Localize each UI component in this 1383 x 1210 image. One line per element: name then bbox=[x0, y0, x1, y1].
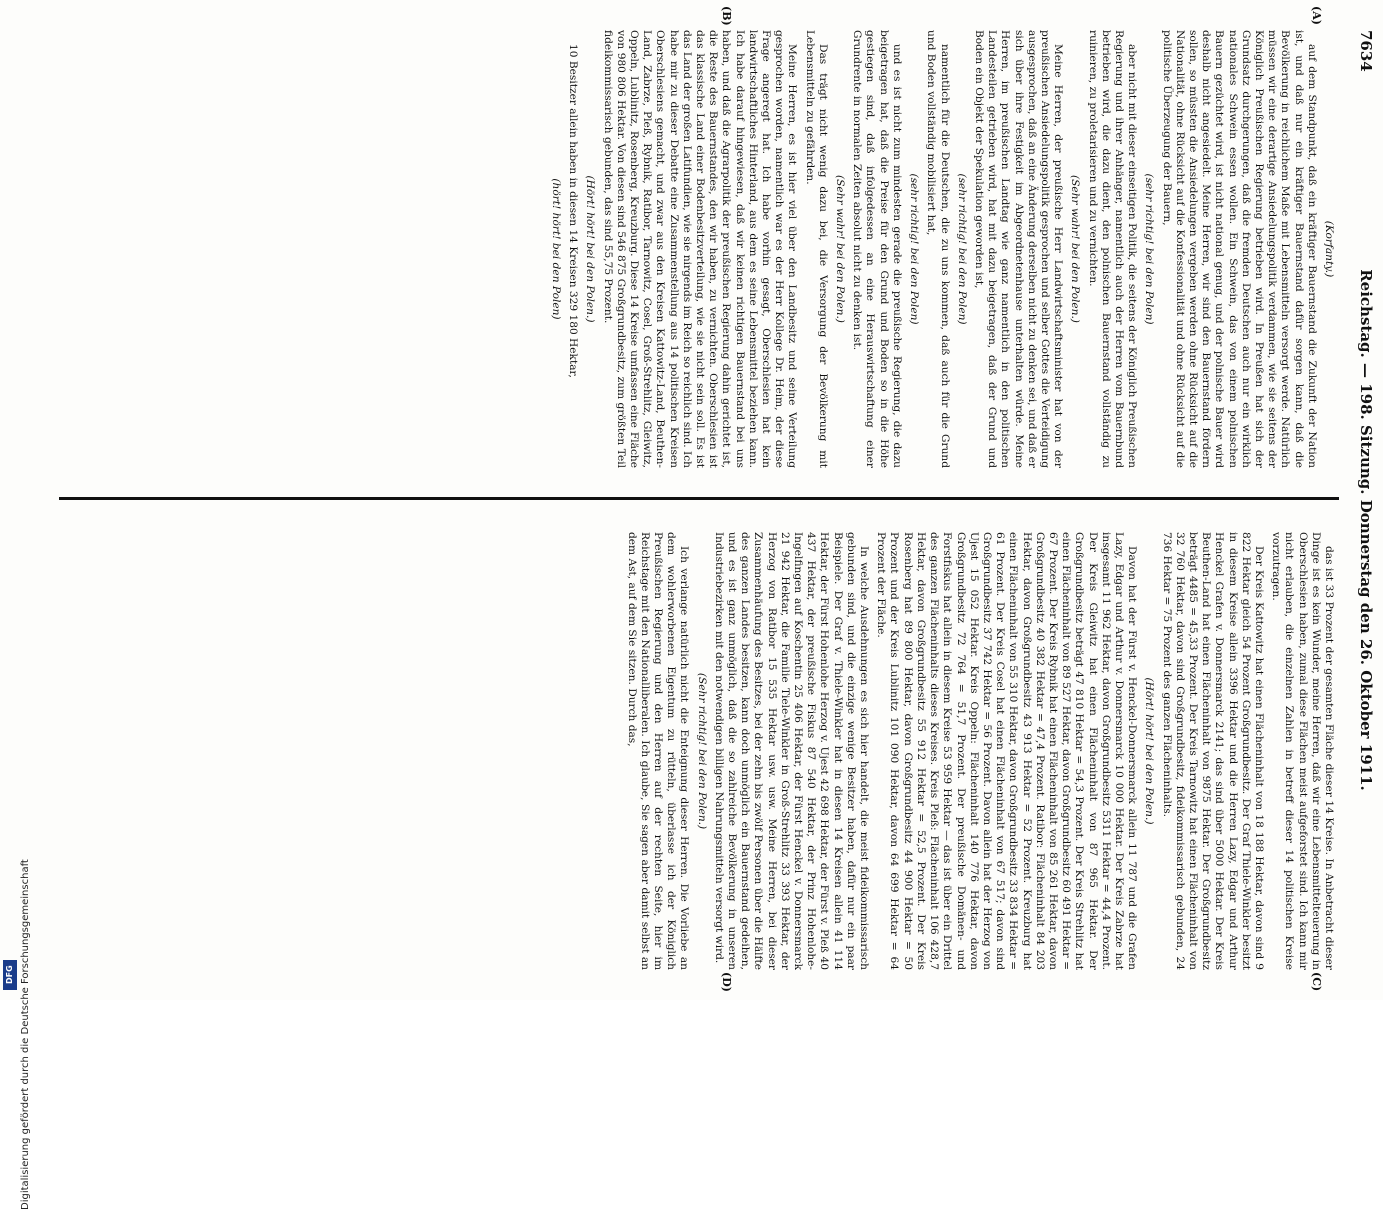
rotated-document bbox=[43, 0, 1383, 1000]
left-paragraph: (hört! hört! bei den Polen) bbox=[550, 178, 563, 320]
left-text-column bbox=[65, 30, 1335, 468]
left-paragraph: namentlich für die Deutschen, die zu uns kommen, daß auch für die Grund und Boden vollständig mobilisiert hat, bbox=[925, 30, 951, 468]
left-paragraph: (sehr richtig! bei den Polen) bbox=[908, 173, 921, 325]
margin-letter-a: (A) bbox=[1310, 6, 1323, 25]
left-paragraph: (Sehr wahr! bei den Polen.) bbox=[1069, 175, 1082, 323]
margin-letter-d: (D) bbox=[720, 972, 733, 992]
left-paragraph: und es ist nicht zum mindesten gerade die preußische Regierung, die dazu beigetragen hat, daß die Preise für den Grund und Boden so in die Höhe gestiegen sind, daß infolgedessen an eine Herauswirtschaftung einer Grundrente in normalen Zeiten absolut nicht zu denken ist. bbox=[851, 30, 903, 468]
left-paragraph: (Sehr wahr! bei den Polen.) bbox=[834, 175, 847, 323]
left-paragraph: aber nicht mit dieser einseitigen Politik, die seitens der Königlich Preußischen Regierung und ihrer Anhänger, namentlich auch der Herren vom Bauernbund betrieben wird, die dazu dient, den polnischen Bauernstand vollständig zu ruinieren, zu proletarisieren und zu vernichten. bbox=[1086, 30, 1139, 468]
left-paragraph: 10 Besitzer allein haben in diesen 14 Kreisen 329 180 Hektar, bbox=[567, 44, 580, 378]
right-paragraph: In welche Ausdehnungen es sich hier handelt, die meist fideikommissarisch gebunden sind, und die einzige wenige Besitzer haben, dafür nur ein paar Beispiele. Der Graf v. Thiele-Winkler hat in diesen 14 Kreisen allein 41 114 Hektar, der Fürst Hohenlohe Herzog v. Ujest 42 698 Hektar, der Fürst v. Pleß 40 437 Hektar, der preußische Fiskus 87 540 Hektar, der Prinz Hohenlohe-Ingelfingen auf Koschentin 25 406 Hektar, der Fürst Henckel v. Donnersmarck 21 942 Hektar, die Familie Tiele-Winkler in Groß-Strehlitz 33 393 Hektar, der Herzog von Ratibor 15 535 Hektar usw. usw. Meine Herren, bei dieser Zusammenhäufung des Besitzes, bei der zehn bis zwölf Personen über die Hälfte des ganzen Landes besitzen, kann doch unmöglich ein Bauernstand gedeihen, und es ist ganz unmöglich, daß die so zahlreiche Bevölkerung in unseren Industriebezirken mit den notwendigen billigen Nahrungsmitteln versorgt wird. bbox=[712, 532, 871, 970]
margin-letter-c: (C) bbox=[1310, 972, 1323, 992]
column-divider bbox=[59, 497, 1339, 500]
right-paragraph: Der Kreis Kattowitz hat einen Flächeninhalt von 18 188 Hektar, davon sind 9 822 Hektar gleich 54 Prozent Großgrundbesitz. Der Graf Thiele-Winkler besitzt in diesem Kreise allein 3396 Hektar und die Herren Lazy, Edgar und Arthur Henckel Grafen v. Donnersmarck 2141; das sind über 5000 Hektar. Der Kreis Beuthen-Land hat einen Flächeninhalt von 9875 Hektar. Der Großgrundbesitz beträgt 4485 = 45,33 Prozent. Der Kreis Tarnowitz hat einen Flächeninhalt von 32 760 Hektar, davon sind Großgrundbesitz, fideikommissarisch gebunden, 24 736 Hektar = 75 Prozent des ganzen Flächeninhalts. bbox=[1160, 532, 1265, 970]
right-paragraph: Davon hat der Fürst v. Henckel-Donnersmarck allein 11 787 und die Grafen Lazy, Edgar und Arthur v. Donnersmarck 10 000 Hektar. Der Kreis Zabrze hat insgesamt 11 962 Hektar, davon Großgrundbesitz 5311 Hektar = 44,4 Prozent. Der Kreis Gleiwitz hat einen Flächeninhalt von 87 965 Hektar. Der Großgrundbesitz beträgt 47 810 Hektar = 54,3 Prozent. Der Kreis Strehlitz hat einen Flächeninhalt von 89 527 Hektar, davon Großgrundbesitz 60 491 Hektar = 67 Prozent. Der Kreis Rybnik hat einen Flächeninhalt von 85 261 Hektar, davon Großgrundbesitz 40 382 Hektar = 47,4 Prozent. Ratibor: Flächeninhalt 84 203 Hektar, davon Großgrundbesitz 43 913 Hektar = 52 Prozent. Kreuzburg hat einen Flächeninhalt von 55 310 Hektar, davon Großgrundbesitz 33 834 Hektar = 61 Prozent. Der Kreis Cosel hat einen Flächeninhalt von 67 517; davon sind Großgrundbesitz 37 742 Hektar = 56 Prozent. Davon allein hat der Herzog von Ujest 15 052 Hektar. Kreis Oppeln: Flächeninhalt 140 776 Hektar, davon Großgrundbesitz 72 764 = 51,7 Prozent. Der preußische Domänen- und Forstfiskus hat allein in diesem Kreise 53 959 Hektar — das ist über ein Drittel des ganzen Flächeninhalts dieses Kreises. Kreis Pleß: Flächeninhalt 106 428,7 Hektar, davon Großgrundbesitz 55 912 Hektar = 52,5 Prozent. Der Kreis Rosenberg hat 89 800 Hektar, davon Großgrundbesitz 44 900 Hektar = 50 Prozent und der Kreis Lublinitz 101 090 Hektar, davon 64 699 Hektar = 64 Prozent der Fläche. bbox=[875, 532, 1139, 970]
left-paragraph: Meine Herren, der preußische Herr Landwirtschaftsminister hat von der preußischen Ansiedelungspolitik gesprochen und selber Gottes die Verteidigung ausgesprochen, daß an eine Änderung derselben nicht zu denken sei, und daß er sich über ihre Festigkeit im Abgeordnetenhause unterhalten würde. Meine Herren, im preußischen Landtag wie ganz namentlich in den politischen Landesteilen getrieben wird, hat mit dazu beigetragen, daß der Grund und Boden ein Objekt der Spekulation geworden ist, bbox=[972, 30, 1065, 468]
right-paragraph: Ich verlange natürlich nicht die Enteignung dieser Herren. Die Vorliebe an dem wohlerworbenen Eigentum zu rütteln, überlasse ich der Königlich Preußischen Regierung und den Herren auf der rechten Seite, hier im Reichstage mit den Nationalliberalen. Ich glaube, Sie sagen aber damit selbst an dem Ast, auf dem Sie sitzen. Durch das, bbox=[625, 532, 691, 970]
right-paragraph: (Hört! hört! bei den Polen.) bbox=[1143, 677, 1156, 825]
right-paragraph: das ist 33 Prozent der gesamten Fläche dieser 14 Kreise. In Anbetracht dieser Dinge ist es kein Wunder, meine Herren, daß wir eine Lebensmittelteuerung in Oberschlesien haben, zumal diese Flächen meist aufgeforstet sind. Ich kann mir nicht erlauben, die einzelnen Zahlen in betreff dieser 14 politischen Kreise vorzutragen. bbox=[1270, 532, 1335, 970]
dfg-logo-text: DFG bbox=[5, 965, 14, 984]
margin-letter-b: (B) bbox=[720, 6, 733, 26]
left-paragraph: auf dem Standpunkt, daß ein kräftiger Bauernstand die Zukunft der Nation ist, und daß nur ein kräftiger Bauernstand dafür sorgen kann, daß die Bevölkerung in reichlichem Maße mit Lebensmitteln versorgt werde. Natürlich müssen wir eine derartige Ansiedelungspolitik verdammen, wie sie seitens der Königlich Preußischen Regierung betrieben wird. In Preußen hat sich der Grundsatz durchgerungen, daß die fremden Deutschen auch nur ein wirklich nationales Schwein essen wollen. Ein Schwein, das von einem polnischen Bauern gezüchtet wird, ist nicht national genug, und der polnische Bauer wird deshalb nicht angesiedelt. Meine Herren, wir sind den Bauernstand fördern sollen, so müssten die Ansiedelungen vergeben werden ohne Rücksicht auf die Nationalität, ohne Rücksicht auf die Konfessionalität und ohne Rücksicht auf die politische Überzeugung der Bauern, bbox=[1160, 30, 1318, 468]
left-paragraph: Meine Herren, es ist hier viel über den Landbesitz und seine Verteilung gesprochen worden, namentlich war es der Herr Kollege Dr. Heim, der diese Frage angeregt hat. Ich habe vorhin gesagt, Oberschlesien hat kein landwirtschaftliches Hinterland, aus dem es seine Lebensmittel beziehen kann. Ich habe darauf hingewiesen, daß wir keinen richtigen Bauernstand bei uns haben, und daß die Agrarpolitik der preußischen Regierung dahin gerichtet ist, die Reste des Bauernstandes, den wir haben, zu vernichten. Oberschlesien ist das klassische Land einer Bodenbesitzverteilung, wie sie nicht sein soll. Es ist das Land der großen Latifundien, wie sie nirgends im Reich so reichlich sind. Ich habe mir zu dieser Debatte eine Zusammenstellung aus 14 politischen Kreisen Oberschlesiens gemacht, und zwar aus den Kreisen Kattowitz-Land, Beuthen-Land, Zabrze, Pleß, Rybnik, Ratibor, Tarnowitz, Cosel, Groß-Strehlitz, Gleiwitz, Oppeln, Lublinitz, Rosenberg, Kreuzburg. Diese 14 Kreise umfassen eine Fläche von 980 806 Hektar. Von diesen sind 546 875 Großgrundbesitz, zum größten Teil fideikommissarisch gebunden, das sind 55,75 Prozent. bbox=[601, 30, 799, 468]
dfg-logo bbox=[3, 960, 17, 990]
left-paragraph: (Hört! hört! bei den Polen.) bbox=[584, 175, 597, 323]
page-header bbox=[1349, 30, 1375, 970]
funding-notice-text: Digitalisierung gefördert durch die Deutsche Forschungsgemeinschaft bbox=[20, 859, 31, 1210]
right-text-column bbox=[65, 532, 1335, 970]
page-number: 7634 bbox=[1357, 30, 1375, 72]
right-paragraph: (Sehr richtig! bei den Polen.) bbox=[695, 672, 708, 830]
left-paragraph: (sehr richtig! bei den Polen) bbox=[955, 173, 968, 325]
page-title: Reichstag. — 198. Sitzung. Donnerstag den 26. Oktober 1911. bbox=[1357, 269, 1375, 791]
left-paragraph: (Korfanty.) bbox=[1323, 220, 1335, 278]
left-paragraph: (sehr richtig! bei den Polen) bbox=[1143, 173, 1156, 325]
left-paragraph: Das trägt nicht wenig dazu bei, die Versorgung der Bevölkerung mit Lebensmitteln zu gefährden. bbox=[803, 30, 829, 468]
